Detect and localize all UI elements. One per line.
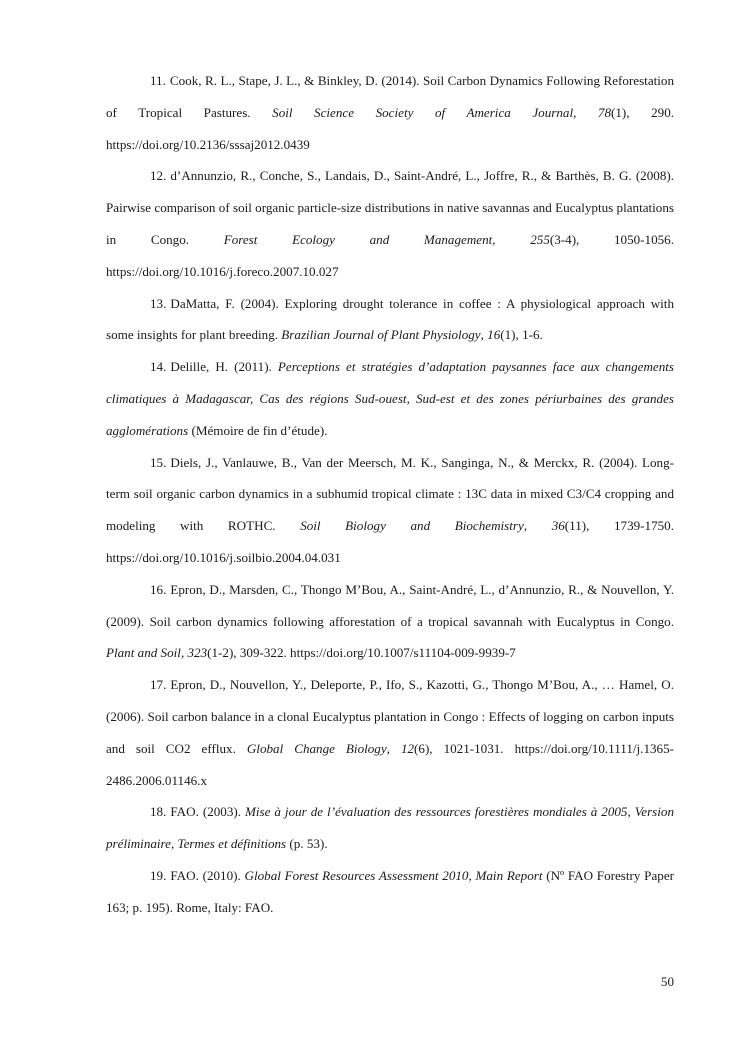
reference-text: , <box>180 645 188 661</box>
reference-italic-text: Plant and Soil <box>106 645 181 661</box>
reference-italic-text: 16 <box>487 327 501 343</box>
reference-italic-text: 255 <box>530 231 550 247</box>
reference-text: Cook, R. L., Stape, J. L., & Binkley, D. (2014). Soil Carbon Dynamics Following Reforestation of Tropical Pastures. <box>106 73 674 120</box>
reference-text: (1), 1‑6. <box>500 327 543 343</box>
reference-number: 11. <box>150 73 166 88</box>
page-number: 50 <box>660 974 674 989</box>
reference-list <box>106 65 674 924</box>
reference-entry <box>106 669 674 796</box>
reference-italic-text: Forest Ecology and Management <box>223 231 493 247</box>
reference-number: 12. <box>150 168 167 184</box>
reference-entry <box>106 796 674 860</box>
reference-number: 14. <box>150 359 167 375</box>
reference-number: 13. <box>150 295 167 311</box>
reference-text: Diels, J., Vanlauwe, B., Van der Meersch, M. K., Sanginga, N., & Merckx, R. (2004). Long-term soil organic carbon dynamics in a subhumid tropical climate : 13C data in mixed C3/C4 cropping and modeling with ROTHC. <box>106 454 674 534</box>
reference-entry <box>106 860 674 924</box>
reference-entry <box>106 160 674 287</box>
reference-text: (3-4), 1050-1056. https://doi.org/10.1016/j.foreco.2007.10.027 <box>106 231 674 279</box>
reference-text: d’Annunzio, R., Conche, S., Landais, D., Saint-André, L., Joffre, R., & Barthès, B. G. (2008). Pairwise comparison of soil organic particle-size distributions in native savannas and Eucalyptus plantations in Congo. <box>106 168 674 247</box>
reference-text: Delille, H. (2011). <box>170 359 278 375</box>
reference-italic-text: Soil Biology and Biochemistry <box>300 518 524 534</box>
reference-italic-text: 36 <box>551 518 565 534</box>
reference-text: (Mémoire de fin d’étude). <box>188 422 328 438</box>
reference-text: , <box>386 740 401 756</box>
reference-number: 18. <box>150 804 167 820</box>
reference-number: 19. <box>150 867 167 883</box>
reference-text: (p. 53). <box>286 836 328 852</box>
reference-text: (1), 290. https://doi.org/10.2136/sssaj2012.0439 <box>106 104 675 152</box>
reference-text: (Nº FAO Forestry Paper 163; p. 195). Rome, Italy: FAO. <box>106 867 674 915</box>
reference-text: , <box>573 104 598 120</box>
reference-text: FAO. (2003). <box>170 804 245 820</box>
reference-italic-text: 78 <box>597 104 612 120</box>
reference-italic-text: Mise à jour de l’évaluation des ressources forestières mondiales à 2005, Version préliminaire, Termes et définitions <box>106 804 674 852</box>
reference-italic-text: 323 <box>187 645 208 661</box>
reference-text: FAO. (2010). <box>170 867 245 883</box>
reference-text: Epron, D., Marsden, C., Thongo M’Bou, A., Saint-André, L., d’Annunzio, R., & Nouvellon, Y. (2009). Soil carbon dynamics following afforestation of a tropical savannah with Eucalyptus in Congo. <box>106 581 674 629</box>
reference-italic-text: Soil Science Society of America Journal <box>272 104 574 120</box>
reference-number: 17. <box>150 677 167 693</box>
reference-text: (6), 1021-1031. https://doi.org/10.1111/j.1365-2486.2006.01146.x <box>106 740 674 788</box>
reference-entry <box>106 447 674 574</box>
reference-text: , <box>480 327 488 343</box>
reference-text: DaMatta, F. (2004). Exploring drought tolerance in coffee : A physiological approach with some insights for plant breeding. <box>106 295 674 343</box>
reference-text: Epron, D., Nouvellon, Y., Deleporte, P., Ifo, S., Kazotti, G., Thongo M’Bou, A., … Hamel, O. (2006). Soil carbon balance in a clonal Eucalyptus plantation in Congo : Effects of logging on carbon inputs and soil CO2 efflux. <box>106 677 674 756</box>
reference-italic-text: Global Forest Resources Assessment 2010, Main Report <box>244 867 543 883</box>
reference-italic-text: Perceptions et stratégies d’adaptation paysannes face aux changements climatiques à Madagascar, Cas des régions Sud-ouest, Sud-est et des zones périurbaines des grandes agglomérations <box>106 359 674 438</box>
reference-text: , <box>492 231 531 247</box>
reference-text: , <box>523 518 552 534</box>
reference-italic-text: Brazilian Journal of Plant Physiology <box>281 327 481 343</box>
reference-italic-text: Global Change Biology <box>246 740 387 756</box>
reference-italic-text: 12 <box>400 740 415 756</box>
reference-number: 16. <box>150 581 167 597</box>
reference-entry <box>106 574 674 669</box>
reference-entry <box>106 351 674 446</box>
reference-entry <box>106 65 674 160</box>
reference-text: (11), 1739-1750. https://doi.org/10.1016/j.soilbio.2004.04.031 <box>106 518 674 565</box>
reference-number: 15. <box>150 454 167 470</box>
reference-entry <box>106 288 674 352</box>
reference-text: (1-2), 309-322. https://doi.org/10.1007/s11104-009-9939-7 <box>207 645 516 661</box>
